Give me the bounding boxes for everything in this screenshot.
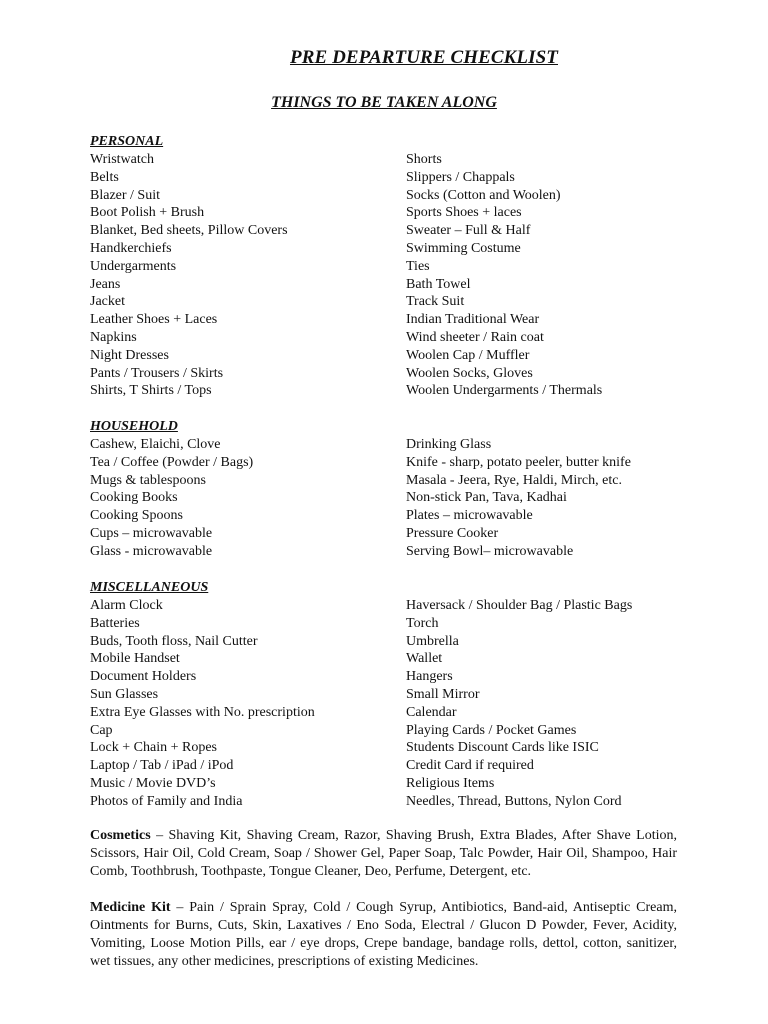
page-subtitle: THINGS TO BE TAKEN ALONG <box>271 94 497 111</box>
section-household <box>90 418 690 559</box>
checklist-item: Document Holders <box>90 669 197 685</box>
checklist-item: Torch <box>406 615 439 631</box>
checklist-item: Photos of Family and India <box>90 793 243 809</box>
checklist-item: Masala - Jeera, Rye, Haldi, Mirch, etc. <box>406 472 622 488</box>
checklist-item: Shirts, T Shirts / Tops <box>90 383 212 399</box>
left-column <box>90 436 400 561</box>
checklist-item: Cooking Books <box>90 490 178 506</box>
checklist-item: Jeans <box>90 276 121 292</box>
checklist-item: Woolen Cap / Muffler <box>406 347 530 363</box>
section-personal <box>90 133 690 399</box>
checklist-item: Music / Movie DVD’s <box>90 775 216 791</box>
checklist-item: Indian Traditional Wear <box>406 312 540 328</box>
checklist-item: Cups – microwavable <box>90 525 213 541</box>
left-column <box>90 151 400 400</box>
checklist-item: Pressure Cooker <box>406 525 499 541</box>
medicine-kit-text: – Pain / Sprain Spray, Cold / Cough Syrup, Antibiotics, Band-aid, Antiseptic Cream, Ointments for Burns, Cuts, Skin, Laxatives / Eno Soda, Electral / Glucon D Powder, Fever, Acidity, Vomiting, Loose Motion Pills, ear / eye drops, Crepe bandage, bandage rolls, dettol, cotton, sanitizer, wet tissues, any other medicines, prescriptions of existing Medicines. <box>90 900 678 969</box>
checklist-item: Serving Bowl– microwavable <box>406 543 574 559</box>
checklist-item: Cashew, Elaichi, Clove <box>90 437 221 452</box>
checklist-item: Laptop / Tab / iPad / iPod <box>90 758 234 774</box>
checklist-item: Lock + Chain + Ropes <box>90 740 217 756</box>
checklist-item: Blanket, Bed sheets, Pillow Covers <box>90 223 288 239</box>
checklist-item: Wallet <box>406 651 443 667</box>
section-heading: MISCELLANEOUS <box>90 580 209 595</box>
checklist-item: Undergarments <box>90 258 177 274</box>
checklist-item: Mugs & tablespoons <box>90 472 206 488</box>
checklist-item: Wind sheeter / Rain coat <box>406 329 544 345</box>
checklist-item: Cooking Spoons <box>90 508 183 524</box>
checklist-item: Needles, Thread, Buttons, Nylon Cord <box>406 793 622 809</box>
checklist-item: Religious Items <box>406 775 495 791</box>
checklist-item: Sweater – Full & Half <box>406 223 531 239</box>
checklist-item: Batteries <box>90 615 140 631</box>
checklist-item: Jacket <box>90 294 125 310</box>
checklist-item: Playing Cards / Pocket Games <box>406 722 577 738</box>
cosmetics-label: Cosmetics <box>90 828 151 843</box>
medicine-kit-paragraph <box>90 899 677 971</box>
checklist-item: Blazer / Suit <box>90 187 160 203</box>
checklist-item: Bath Towel <box>406 276 471 292</box>
checklist-item: Non-stick Pan, Tava, Kadhai <box>406 490 567 506</box>
medicine-kit-label: Medicine Kit <box>90 900 171 915</box>
cosmetics-text: – Shaving Kit, Shaving Cream, Razor, Shaving Brush, Extra Blades, After Shave Lotion, Scissors, Hair Oil, Cold Cream, Soap / Shower Gel, Paper Soap, Talc Powder, Hair Oil, Shampoo, Hair Comb, Toothbrush, Toothpaste, Tongue Cleaner, Deo, Perfume, Detergent, etc. <box>90 828 677 879</box>
checklist-item: Credit Card if required <box>406 758 534 774</box>
checklist-item: Sun Glasses <box>90 686 159 702</box>
checklist-item: Haversack / Shoulder Bag / Plastic Bags <box>406 598 633 613</box>
checklist-item: Sports Shoes + laces <box>406 205 522 221</box>
checklist-item: Leather Shoes + Laces <box>90 312 218 328</box>
checklist-item: Drinking Glass <box>406 437 492 452</box>
checklist-item: Shorts <box>406 152 442 167</box>
checklist-item: Boot Polish + Brush <box>90 205 205 221</box>
checklist-item: Alarm Clock <box>90 598 163 613</box>
checklist-item: Wristwatch <box>90 152 154 167</box>
checklist-item: Glass - microwavable <box>90 543 213 559</box>
checklist-item: Calendar <box>406 704 457 720</box>
section-heading: HOUSEHOLD <box>90 419 178 434</box>
left-column <box>90 597 400 811</box>
checklist-item: Track Suit <box>406 294 465 310</box>
checklist-item: Woolen Socks, Gloves <box>406 365 533 381</box>
checklist-item: Mobile Handset <box>90 651 180 667</box>
checklist-item: Umbrella <box>406 633 459 649</box>
checklist-item: Night Dresses <box>90 347 169 363</box>
checklist-item: Swimming Costume <box>406 240 521 256</box>
checklist-item: Hangers <box>406 669 453 685</box>
checklist-item: Ties <box>406 258 430 274</box>
checklist-item: Tea / Coffee (Powder / Bags) <box>90 454 254 470</box>
checklist-item: Slippers / Chappals <box>406 169 515 185</box>
checklist-item: Belts <box>90 169 119 185</box>
checklist-item: Students Discount Cards like ISIC <box>406 740 599 756</box>
checklist-item: Plates – microwavable <box>406 508 533 524</box>
right-column <box>406 436 706 561</box>
page-title: PRE DEPARTURE CHECKLIST <box>289 47 558 68</box>
checklist-item: Woolen Undergarments / Thermals <box>406 383 603 399</box>
checklist-item: Small Mirror <box>406 686 480 702</box>
checklist-item: Handkerchiefs <box>90 240 172 256</box>
checklist-item: Knife - sharp, potato peeler, butter knife <box>406 454 631 470</box>
right-column <box>406 597 706 811</box>
checklist-item: Pants / Trousers / Skirts <box>90 365 224 381</box>
right-column <box>406 151 706 400</box>
checklist-item: Napkins <box>90 329 137 345</box>
cosmetics-paragraph <box>90 827 677 881</box>
checklist-item: Buds, Tooth floss, Nail Cutter <box>90 633 258 649</box>
section-heading: PERSONAL <box>90 134 164 149</box>
section-miscellaneous <box>90 579 690 809</box>
checklist-item: Extra Eye Glasses with No. prescription <box>90 704 315 720</box>
checklist-item: Socks (Cotton and Woolen) <box>406 187 561 203</box>
checklist-item: Cap <box>90 722 113 738</box>
